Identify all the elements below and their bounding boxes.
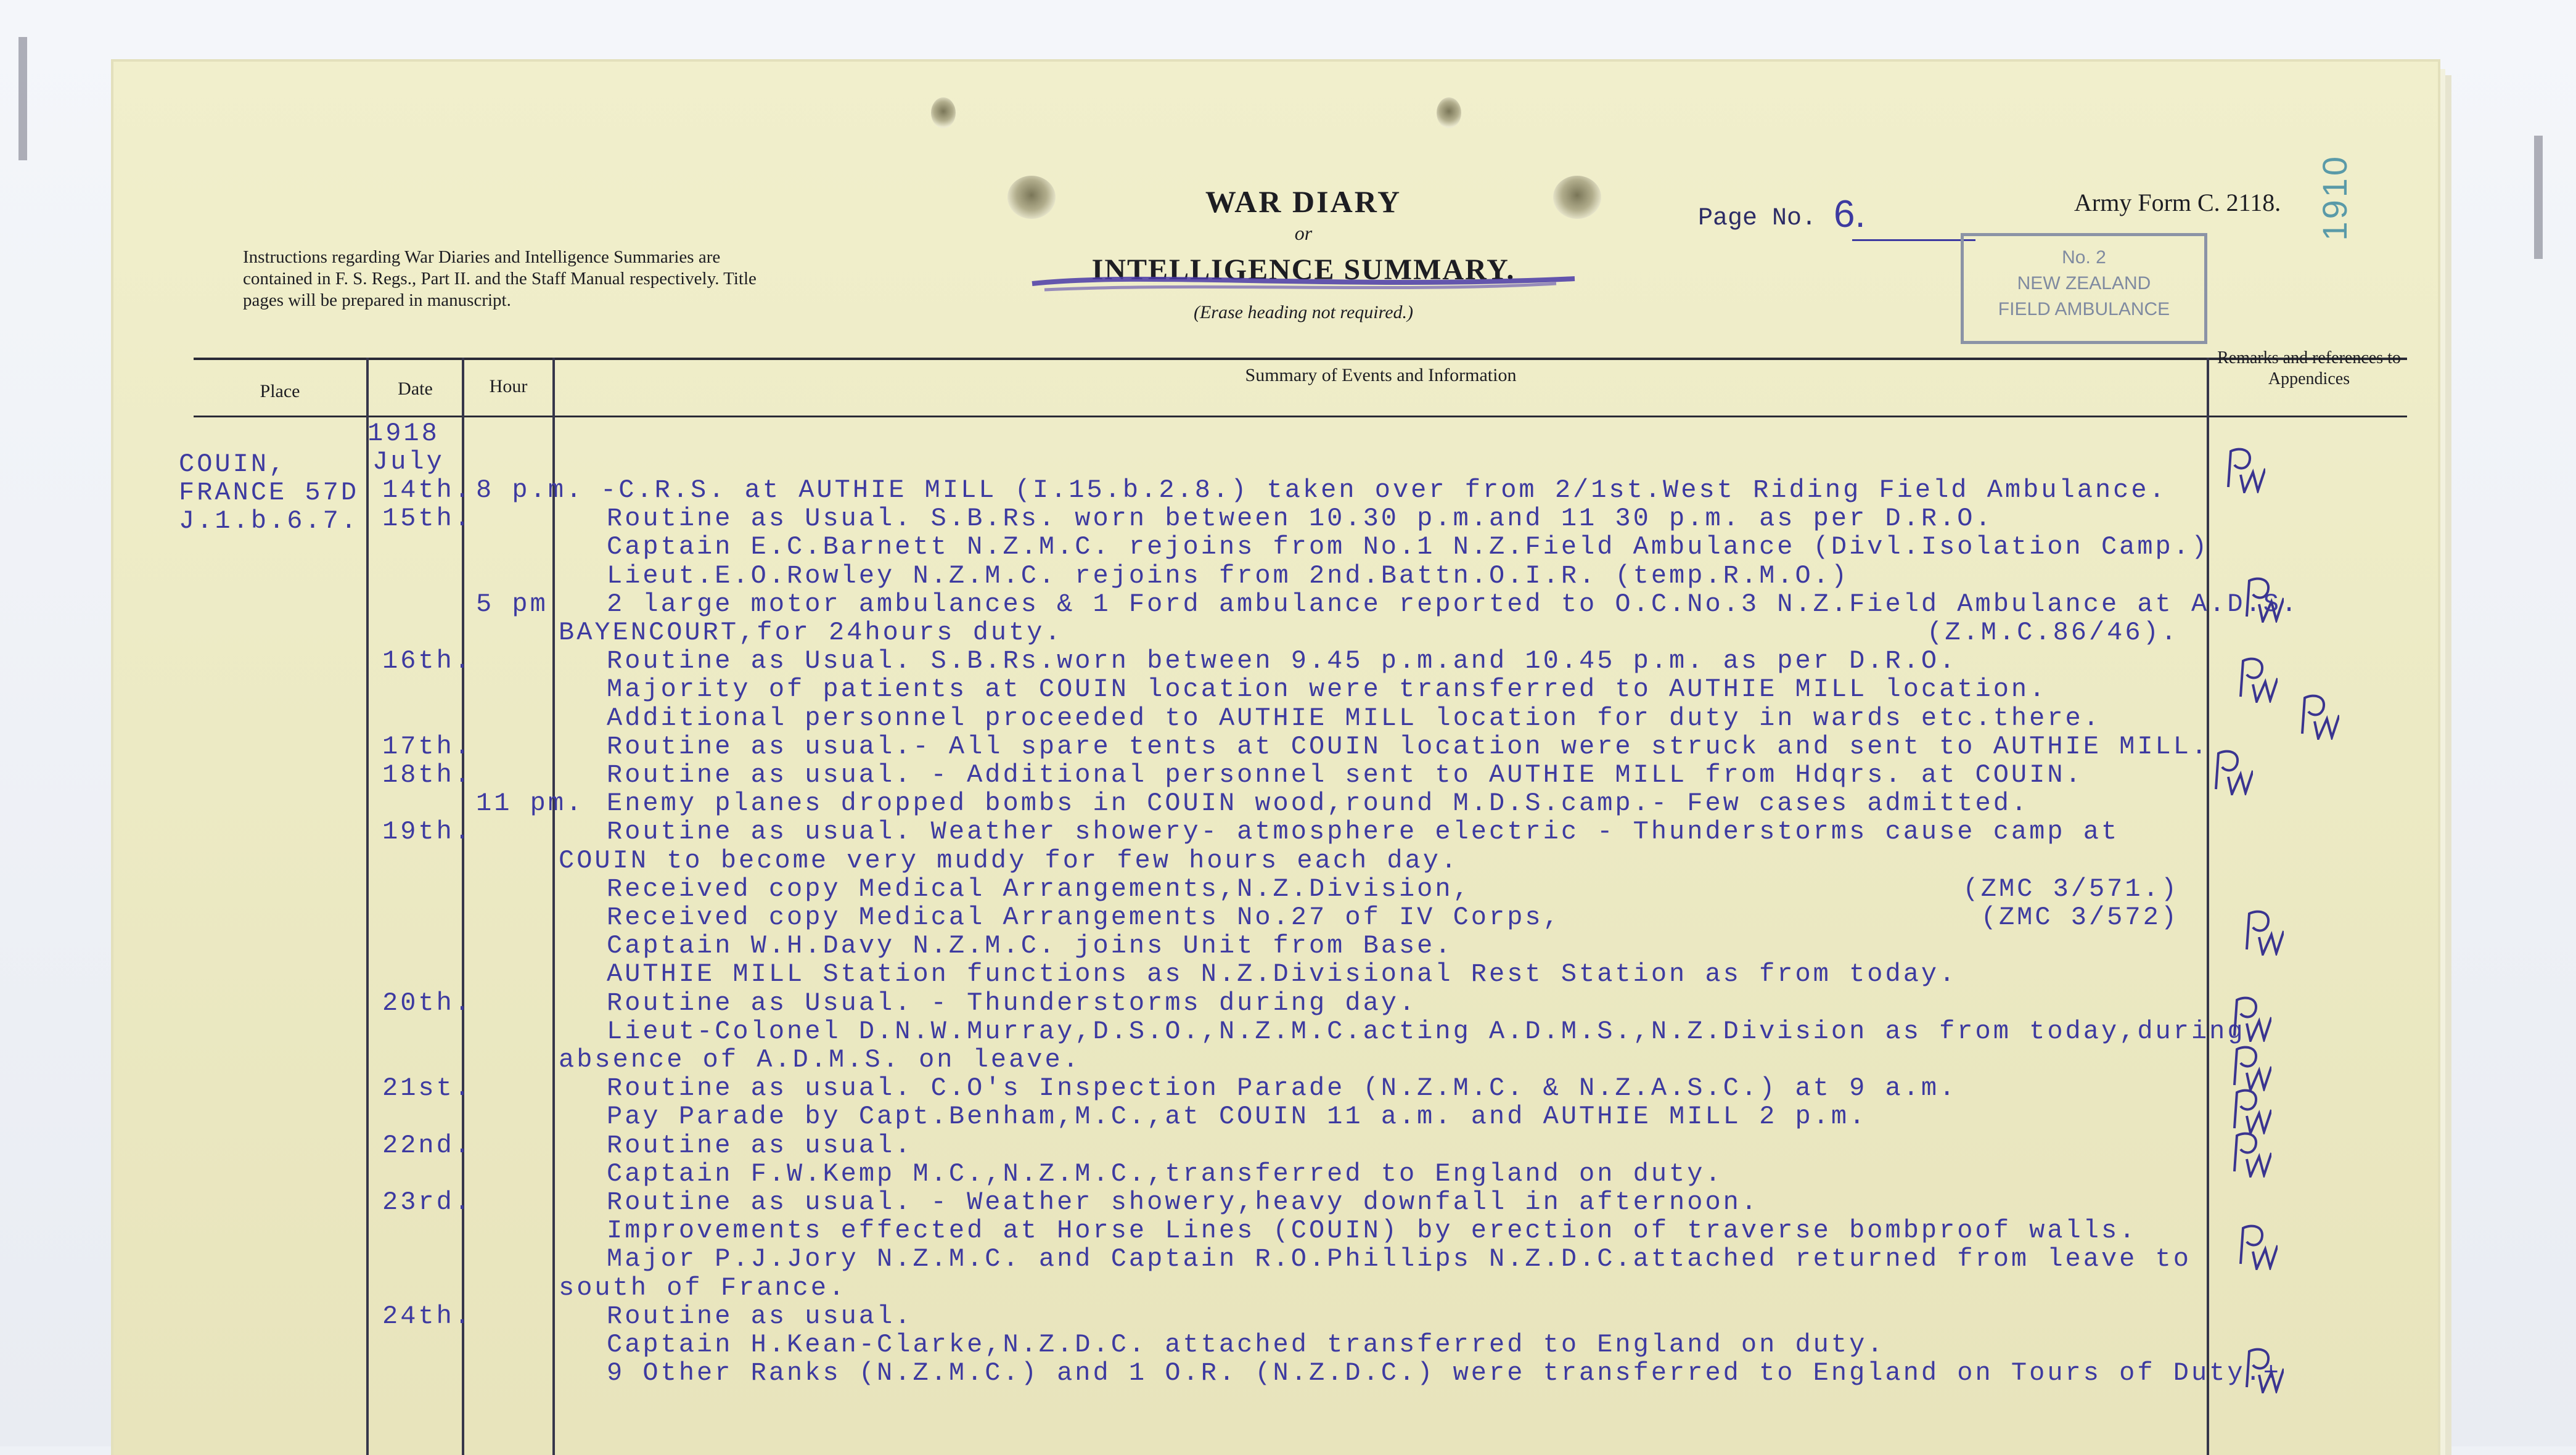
entry-reference: (ZMC 3/571.) [1963,874,2179,904]
entry-date: 22nd. [382,1131,473,1160]
title-war-diary: WAR DIARY [1205,184,1402,219]
entry-text: absence of A.D.M.S. on leave. [559,1045,1081,1075]
entry-date: 14th. [382,475,473,505]
entry-text: Routine as usual. [607,1131,913,1160]
entry-text: Routine as usual. Weather showery- atmosphere electric - Thunderstorms cause camp at [607,817,2120,846]
entry-hour: 11 pm. [476,789,585,818]
entry-text: Lieut-Colonel D.N.W.Murray,D.S.O.,N.Z.M.C.acting A.D.M.S.,N.Z.Division as from today,during [607,1017,2246,1046]
handwritten-initials-mark [2241,573,2284,623]
instructions-text: Instructions regarding War Diaries and Intelligence Summaries are contained in F. S. Regs., Part II. and the Staff Manual respectively. Title pages will be prepared in manuscript. [243,247,757,310]
handwritten-initials-mark [2241,906,2284,956]
entry-text: Majority of patients at COUIN location were transferred to AUTHIE MILL location. [607,674,2048,704]
table-header-rule [194,416,2407,417]
entry-date: 16th. [382,646,473,676]
entry-text: Routine as Usual. S.B.Rs.worn between 9.45 p.m.and 10.45 p.m. as per D.R.O. [607,646,1958,676]
handwritten-initials-mark [2228,1128,2271,1178]
entry-date: 17th. [382,732,473,761]
col-header-date: Date [398,379,433,399]
entry-text: AUTHIE MILL Station functions as N.Z.Divisional Rest Station as from today. [607,959,1958,989]
erase-note: (Erase heading not required.) [1193,302,1414,322]
entry-text: Pay Parade by Capt.Benham,M.C.,at COUIN 11 a.m. and AUTHIE MILL 2 p.m. [607,1102,1868,1131]
entry-date: 19th. [382,817,473,846]
col-rule-remarks [2207,358,2209,1455]
war-diary-page [113,62,2438,1455]
strikethrough-mark [1026,265,1581,302]
entry-hour: 8 p.m. [476,475,585,505]
handwritten-initials-mark [2234,654,2278,703]
entry-text: Received copy Medical Arrangements,N.Z.Division, [607,874,1471,904]
entry-text: Routine as usual. - Additional personnel sent to AUTHIE MILL from Hdqrs. at COUIN. [607,760,2083,790]
handwritten-initials-mark [2234,1221,2278,1270]
table-top-rule [194,358,2407,360]
page-number: 6. [1834,193,1866,236]
punch-hole [1437,97,1461,128]
punch-hole-large [1007,176,1056,219]
entry-text: Captain W.H.Davy N.Z.M.C. joins Unit from Base. [607,931,1453,961]
entry-date: 21st. [382,1073,473,1103]
entry-text: Routine as usual.- All spare tents at COUIN location were struck and sent to AUTHIE MILL. [607,732,2210,761]
col-rule-hour [552,358,555,1455]
entry-text: Improvements effected at Horse Lines (COUIN) by erection of traverse bombproof walls. [607,1216,2138,1245]
handwritten-initials-mark [2228,993,2271,1042]
col-header-hour: Hour [489,376,528,396]
entry-hour: 5 pm [476,589,548,619]
entry-text: COUIN to become very muddy for few hours each day. [559,846,1459,875]
entry-text: south of France. [559,1273,847,1303]
handwritten-initials-mark [2222,444,2265,493]
entry-text: -C.R.S. at AUTHIE MILL (I.15.b.2.8.) taken over from 2/1st.West Riding Field Ambulance. [601,475,2167,505]
col-header-place: Place [260,381,300,401]
entry-reference: (Z.M.C.86/46). [1927,618,2179,647]
entry-text: Enemy planes dropped bombs in COUIN wood,round M.D.S.camp.- Few cases admitted. [607,789,2030,818]
handwritten-initials-mark [2241,1344,2284,1393]
entry-date: 15th. [382,504,473,533]
entry-date: 20th. [382,988,473,1018]
entry-date: 24th. [382,1301,473,1331]
entry-text: Lieut.E.O.Rowley N.Z.M.C. rejoins from 2nd.Battn.O.I.R. (temp.R.M.O.) [607,561,1850,591]
entry-text: Routine as Usual. - Thunderstorms during day. [607,988,1417,1018]
army-form-label: Army Form C. 2118. [2074,189,2281,216]
title-intelligence-summary: INTELLIGENCE SUMMARY. [1091,253,1516,286]
place-line: FRANCE 57D [179,478,359,507]
entry-text: Captain E.C.Barnett N.Z.M.C. rejoins from No.1 N.Z.Field Ambulance (Divl.Isolation Camp.) [607,532,2210,562]
punch-hole [931,97,956,128]
entry-text: Routine as Usual. S.B.Rs. worn between 10.30 p.m.and 11 30 p.m. as per D.R.O. [607,504,1993,533]
handwritten-initials-mark [2210,746,2253,795]
punch-hole-large [1553,176,1601,219]
unit-stamp [1961,233,2207,344]
title-or: or [1294,222,1313,244]
entry-text: 2 large motor ambulances & 1 Ford ambulance reported to O.C.No.3 N.Z.Field Ambulance at A.D.S. [607,589,2300,619]
entry-text: Additional personnel proceeded to AUTHIE MILL location for duty in wards etc.there. [607,703,2101,733]
stamp-line: No. 2 [2062,247,2106,268]
entry-text: BAYENCOURT,for 24hours duty. [559,618,1063,647]
stamp-line: NEW ZEALAND [2017,273,2151,293]
entry-text: Routine as usual. C.O's Inspection Parade (N.Z.M.C. & N.Z.A.S.C.) at 9 a.m. [607,1073,1958,1103]
folio-number: 1910 [2315,154,2354,241]
col-header-remarks: Remarks and references to Appendices [2217,348,2401,388]
entry-text: 9 Other Ranks (N.Z.M.C.) and 1 O.R. (N.Z.D.C.) were transferred to England on Tours of Duty.+ [607,1358,2281,1388]
entry-text: Routine as usual. - Weather showery,heavy downfall in afternoon. [607,1187,1760,1217]
pencil-scribble-right [2534,136,2567,259]
entry-text: Received copy Medical Arrangements No.27 of IV Corps, [607,903,1561,932]
year: 1918 [367,419,440,448]
entry-reference: (ZMC 3/572) [1980,903,2179,932]
entry-date: 18th. [382,760,473,790]
entry-text: Captain H.Kean-Clarke,N.Z.D.C. attached transferred to England on duty. [607,1330,1885,1359]
handwritten-initials-mark [2296,691,2339,740]
entry-date: 23rd. [382,1187,473,1217]
col-header-summary: Summary of Events and Information [1245,365,1517,385]
place-line: COUIN, [179,449,287,479]
month: July [372,447,445,477]
col-rule-place [366,358,369,1455]
page-no-label: Page No. [1698,205,1817,232]
page-number-underline [1852,239,1975,241]
pencil-scribble-left [18,37,64,160]
stamp-line: FIELD AMBULANCE [1998,299,2170,319]
handwritten-initials-mark [2228,1042,2271,1091]
place-line: J.1.b.6.7. [179,506,359,536]
entry-text: Major P.J.Jory N.Z.M.C. and Captain R.O.Phillips N.Z.D.C.attached returned from leave to [607,1244,2191,1274]
entry-text: Captain F.W.Kemp M.C.,N.Z.M.C.,transferred to England on duty. [607,1159,1723,1189]
handwritten-initials-mark [2228,1085,2271,1134]
entry-text: Routine as usual. [607,1301,913,1331]
